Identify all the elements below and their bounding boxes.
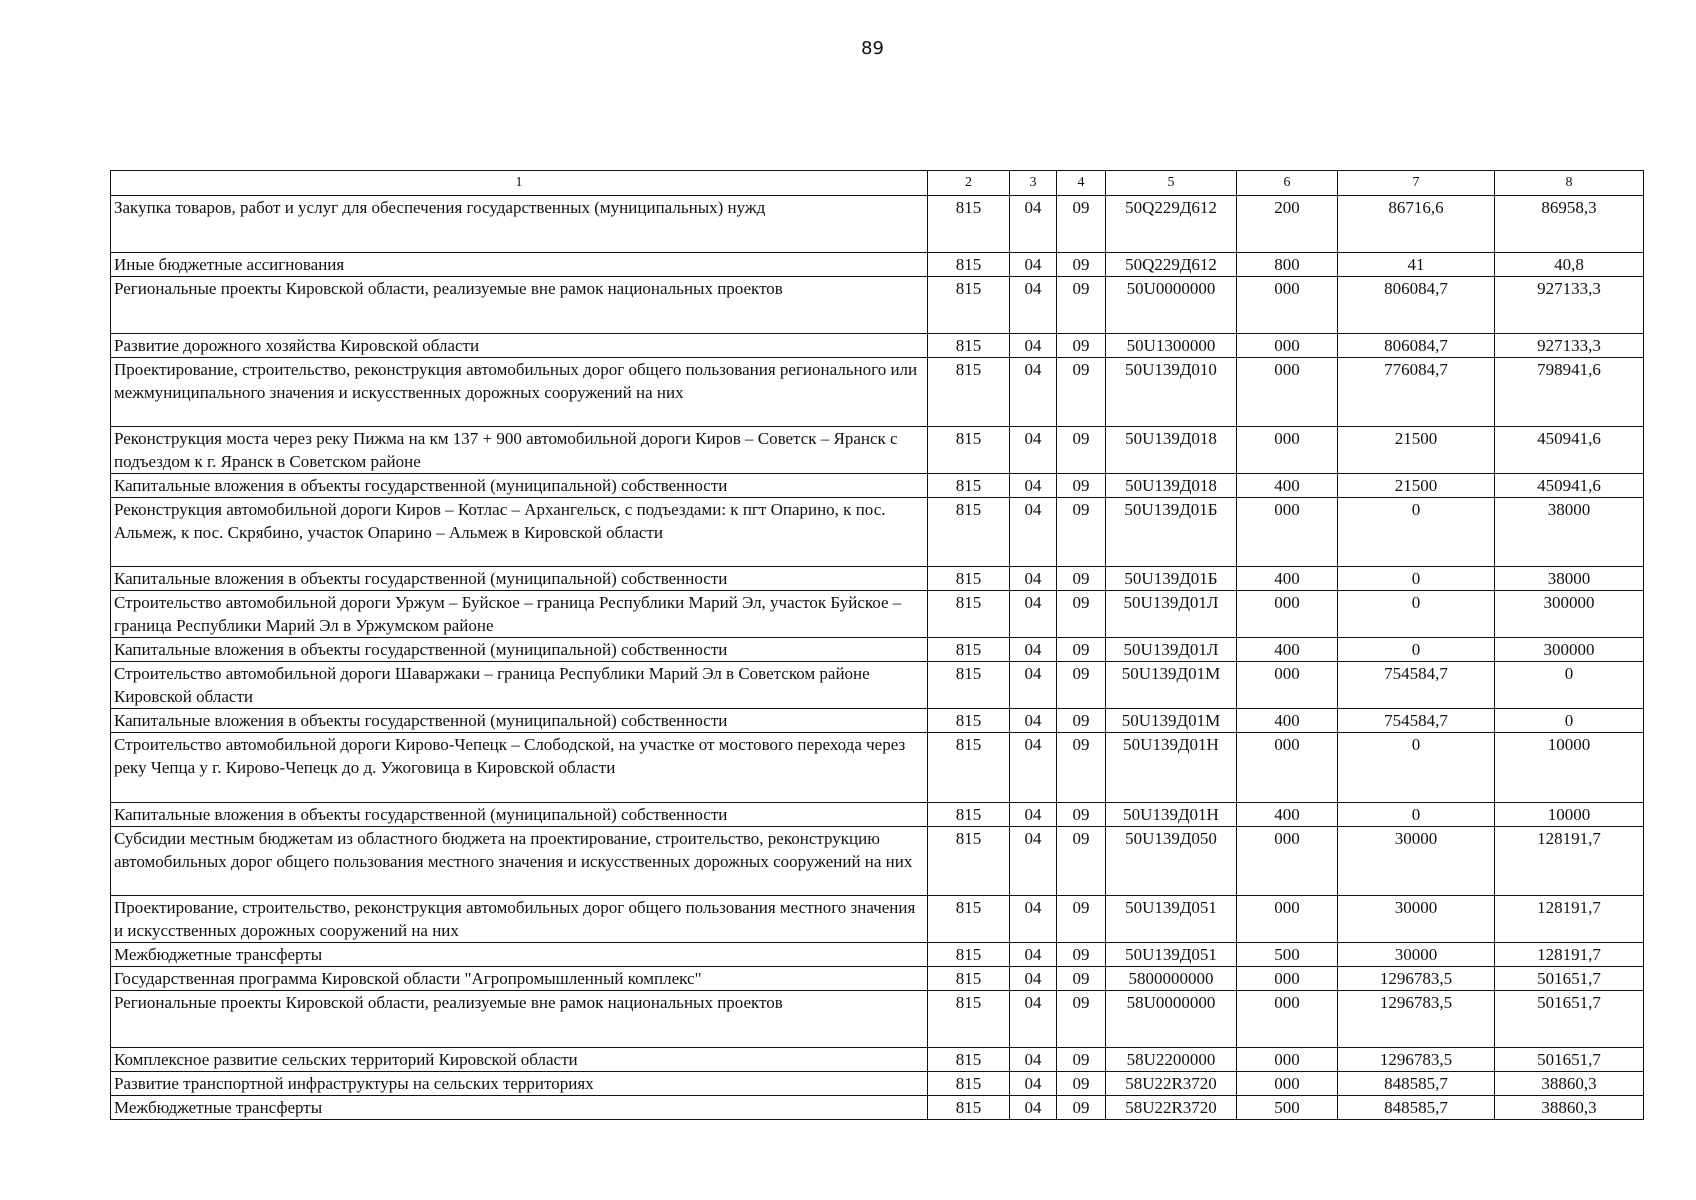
code-value-cell: 450941,6	[1495, 427, 1644, 474]
column-header: 8	[1495, 171, 1644, 196]
column-header: 4	[1057, 171, 1106, 196]
code-value-cell: 04	[1010, 427, 1057, 474]
code-value-cell: 815	[928, 638, 1010, 662]
code-value-cell: 128191,7	[1495, 827, 1644, 896]
code-value-cell: 04	[1010, 277, 1057, 334]
code-value-cell: 04	[1010, 591, 1057, 638]
item-name-cell: Развитие дорожного хозяйства Кировской области	[111, 334, 928, 358]
item-name-cell: Государственная программа Кировской области "Агропромышленный комплекс"	[111, 967, 928, 991]
code-value-cell: 815	[928, 427, 1010, 474]
column-header: 2	[928, 171, 1010, 196]
code-value-cell: 10000	[1495, 803, 1644, 827]
code-value-cell: 09	[1057, 427, 1106, 474]
code-value-cell: 000	[1237, 358, 1338, 427]
code-value-cell: 04	[1010, 709, 1057, 733]
code-value-cell: 1296783,5	[1338, 991, 1495, 1048]
code-value-cell: 815	[928, 991, 1010, 1048]
code-value-cell: 000	[1237, 334, 1338, 358]
code-value-cell: 798941,6	[1495, 358, 1644, 427]
code-value-cell: 09	[1057, 1048, 1106, 1072]
code-value-cell: 50Q229Д612	[1106, 196, 1237, 253]
code-value-cell: 0	[1338, 567, 1495, 591]
code-value-cell: 815	[928, 1072, 1010, 1096]
column-header: 6	[1237, 171, 1338, 196]
table-row	[111, 662, 1644, 709]
table-row	[111, 567, 1644, 591]
code-value-cell: 09	[1057, 709, 1106, 733]
code-value-cell: 815	[928, 967, 1010, 991]
code-value-cell: 815	[928, 827, 1010, 896]
code-value-cell: 50U1300000	[1106, 334, 1237, 358]
code-value-cell: 000	[1237, 1048, 1338, 1072]
code-value-cell: 500	[1237, 1096, 1338, 1120]
code-value-cell: 09	[1057, 474, 1106, 498]
code-value-cell: 38000	[1495, 567, 1644, 591]
table-row	[111, 803, 1644, 827]
item-name-cell: Капитальные вложения в объекты государственной (муниципальной) собственности	[111, 638, 928, 662]
code-value-cell: 501651,7	[1495, 967, 1644, 991]
code-value-cell: 300000	[1495, 638, 1644, 662]
item-name-cell: Капитальные вложения в объекты государственной (муниципальной) собственности	[111, 567, 928, 591]
code-value-cell: 400	[1237, 803, 1338, 827]
code-value-cell: 09	[1057, 253, 1106, 277]
code-value-cell: 0	[1495, 709, 1644, 733]
code-value-cell: 815	[928, 1048, 1010, 1072]
code-value-cell: 815	[928, 1096, 1010, 1120]
table-row	[111, 498, 1644, 567]
code-value-cell: 04	[1010, 1096, 1057, 1120]
code-value-cell: 815	[928, 358, 1010, 427]
code-value-cell: 776084,7	[1338, 358, 1495, 427]
column-header: 1	[111, 171, 928, 196]
table-row	[111, 709, 1644, 733]
code-value-cell: 21500	[1338, 427, 1495, 474]
code-value-cell: 04	[1010, 827, 1057, 896]
table-row	[111, 991, 1644, 1048]
code-value-cell: 04	[1010, 967, 1057, 991]
table-row	[111, 334, 1644, 358]
code-value-cell: 400	[1237, 638, 1338, 662]
item-name-cell: Строительство автомобильной дороги Кирово-Чепецк – Слободской, на участке от мостового перехода через реку Чепца у г. Кирово-Чепецк до д. Ужоговица в Кировской области	[111, 733, 928, 803]
code-value-cell: 09	[1057, 498, 1106, 567]
item-name-cell: Капитальные вложения в объекты государственной (муниципальной) собственности	[111, 709, 928, 733]
item-name-cell: Проектирование, строительство, реконструкция автомобильных дорог общего пользования местного значения и искусственных дорожных сооружений на них	[111, 896, 928, 943]
code-value-cell: 0	[1338, 498, 1495, 567]
item-name-cell: Межбюджетные трансферты	[111, 1096, 928, 1120]
code-value-cell: 09	[1057, 733, 1106, 803]
code-value-cell: 815	[928, 943, 1010, 967]
code-value-cell: 000	[1237, 427, 1338, 474]
code-value-cell: 09	[1057, 803, 1106, 827]
code-value-cell: 806084,7	[1338, 277, 1495, 334]
code-value-cell: 848585,7	[1338, 1072, 1495, 1096]
code-value-cell: 50U139Д01М	[1106, 662, 1237, 709]
table-row	[111, 196, 1644, 253]
table-row	[111, 277, 1644, 334]
code-value-cell: 50U139Д01М	[1106, 709, 1237, 733]
code-value-cell: 200	[1237, 196, 1338, 253]
code-value-cell: 50U139Д01Н	[1106, 803, 1237, 827]
code-value-cell: 927133,3	[1495, 277, 1644, 334]
table-row	[111, 1048, 1644, 1072]
code-value-cell: 815	[928, 277, 1010, 334]
code-value-cell: 1296783,5	[1338, 967, 1495, 991]
code-value-cell: 50U139Д01Н	[1106, 733, 1237, 803]
code-value-cell: 000	[1237, 827, 1338, 896]
code-value-cell: 50U139Д01Б	[1106, 567, 1237, 591]
item-name-cell: Комплексное развитие сельских территорий Кировской области	[111, 1048, 928, 1072]
column-header: 7	[1338, 171, 1495, 196]
code-value-cell: 04	[1010, 638, 1057, 662]
code-value-cell: 04	[1010, 358, 1057, 427]
item-name-cell: Закупка товаров, работ и услуг для обеспечения государственных (муниципальных) нужд	[111, 196, 928, 253]
code-value-cell: 0	[1338, 803, 1495, 827]
item-name-cell: Реконструкция моста через реку Пижма на км 137 + 900 автомобильной дороги Киров – Советск – Яранск с подъездом к г. Яранск в Советском районе	[111, 427, 928, 474]
table-body	[111, 196, 1644, 1120]
code-value-cell: 000	[1237, 591, 1338, 638]
code-value-cell: 501651,7	[1495, 991, 1644, 1048]
code-value-cell: 815	[928, 196, 1010, 253]
code-value-cell: 09	[1057, 277, 1106, 334]
code-value-cell: 50U139Д051	[1106, 943, 1237, 967]
code-value-cell: 09	[1057, 358, 1106, 427]
code-value-cell: 400	[1237, 709, 1338, 733]
item-name-cell: Межбюджетные трансферты	[111, 943, 928, 967]
code-value-cell: 50U139Д01Л	[1106, 638, 1237, 662]
column-number-row	[111, 171, 1644, 196]
code-value-cell: 927133,3	[1495, 334, 1644, 358]
item-name-cell: Региональные проекты Кировской области, реализуемые вне рамок национальных проектов	[111, 277, 928, 334]
code-value-cell: 09	[1057, 196, 1106, 253]
code-value-cell: 21500	[1338, 474, 1495, 498]
code-value-cell: 0	[1338, 591, 1495, 638]
code-value-cell: 09	[1057, 662, 1106, 709]
code-value-cell: 38860,3	[1495, 1096, 1644, 1120]
page-number: 89	[861, 38, 884, 59]
item-name-cell: Капитальные вложения в объекты государственной (муниципальной) собственности	[111, 474, 928, 498]
code-value-cell: 000	[1237, 967, 1338, 991]
code-value-cell: 000	[1237, 662, 1338, 709]
code-value-cell: 04	[1010, 943, 1057, 967]
code-value-cell: 500	[1237, 943, 1338, 967]
code-value-cell: 815	[928, 567, 1010, 591]
code-value-cell: 50U139Д01Л	[1106, 591, 1237, 638]
table-row	[111, 896, 1644, 943]
code-value-cell: 815	[928, 591, 1010, 638]
code-value-cell: 815	[928, 896, 1010, 943]
code-value-cell: 04	[1010, 662, 1057, 709]
code-value-cell: 09	[1057, 591, 1106, 638]
item-name-cell: Строительство автомобильной дороги Шаваржаки – граница Республики Марий Эл в Советском районе Кировской области	[111, 662, 928, 709]
item-name-cell: Развитие транспортной инфраструктуры на сельских территориях	[111, 1072, 928, 1096]
code-value-cell: 09	[1057, 334, 1106, 358]
code-value-cell: 000	[1237, 733, 1338, 803]
code-value-cell: 58U22R3720	[1106, 1096, 1237, 1120]
code-value-cell: 815	[928, 498, 1010, 567]
code-value-cell: 815	[928, 733, 1010, 803]
table-row	[111, 967, 1644, 991]
item-name-cell: Реконструкция автомобильной дороги Киров – Котлас – Архангельск, с подъездами: к пгт Опарино, к пос. Альмеж, к пос. Скрябино, участок Опарино – Альмеж в Кировской области	[111, 498, 928, 567]
code-value-cell: 30000	[1338, 943, 1495, 967]
code-value-cell: 501651,7	[1495, 1048, 1644, 1072]
code-value-cell: 5800000000	[1106, 967, 1237, 991]
code-value-cell: 754584,7	[1338, 709, 1495, 733]
budget-table	[110, 170, 1644, 1120]
code-value-cell: 50U139Д018	[1106, 474, 1237, 498]
item-name-cell: Региональные проекты Кировской области, реализуемые вне рамок национальных проектов	[111, 991, 928, 1048]
code-value-cell: 848585,7	[1338, 1096, 1495, 1120]
code-value-cell: 50Q229Д612	[1106, 253, 1237, 277]
table-row	[111, 474, 1644, 498]
code-value-cell: 000	[1237, 498, 1338, 567]
code-value-cell: 04	[1010, 733, 1057, 803]
code-value-cell: 000	[1237, 1072, 1338, 1096]
code-value-cell: 400	[1237, 474, 1338, 498]
code-value-cell: 50U139Д050	[1106, 827, 1237, 896]
code-value-cell: 000	[1237, 277, 1338, 334]
code-value-cell: 40,8	[1495, 253, 1644, 277]
code-value-cell: 04	[1010, 1048, 1057, 1072]
code-value-cell: 50U139Д010	[1106, 358, 1237, 427]
code-value-cell: 450941,6	[1495, 474, 1644, 498]
code-value-cell: 09	[1057, 1072, 1106, 1096]
code-value-cell: 09	[1057, 1096, 1106, 1120]
code-value-cell: 806084,7	[1338, 334, 1495, 358]
table-row	[111, 638, 1644, 662]
table-row	[111, 827, 1644, 896]
table-row	[111, 253, 1644, 277]
code-value-cell: 10000	[1495, 733, 1644, 803]
code-value-cell: 04	[1010, 253, 1057, 277]
code-value-cell: 815	[928, 662, 1010, 709]
code-value-cell: 50U139Д018	[1106, 427, 1237, 474]
code-value-cell: 04	[1010, 334, 1057, 358]
table-row	[111, 358, 1644, 427]
code-value-cell: 0	[1495, 662, 1644, 709]
code-value-cell: 38860,3	[1495, 1072, 1644, 1096]
code-value-cell: 09	[1057, 638, 1106, 662]
code-value-cell: 30000	[1338, 827, 1495, 896]
item-name-cell: Проектирование, строительство, реконструкция автомобильных дорог общего пользования регионального или межмуниципального значения и искусственных дорожных сооружений на них	[111, 358, 928, 427]
table-row	[111, 427, 1644, 474]
table-row	[111, 591, 1644, 638]
code-value-cell: 815	[928, 709, 1010, 733]
code-value-cell: 30000	[1338, 896, 1495, 943]
code-value-cell: 04	[1010, 1072, 1057, 1096]
code-value-cell: 41	[1338, 253, 1495, 277]
code-value-cell: 04	[1010, 196, 1057, 253]
code-value-cell: 04	[1010, 896, 1057, 943]
code-value-cell: 09	[1057, 896, 1106, 943]
table-row	[111, 1096, 1644, 1120]
code-value-cell: 000	[1237, 896, 1338, 943]
column-header: 3	[1010, 171, 1057, 196]
code-value-cell: 50U0000000	[1106, 277, 1237, 334]
code-value-cell: 815	[928, 803, 1010, 827]
code-value-cell: 815	[928, 253, 1010, 277]
code-value-cell: 04	[1010, 803, 1057, 827]
code-value-cell: 000	[1237, 991, 1338, 1048]
code-value-cell: 09	[1057, 967, 1106, 991]
code-value-cell: 86958,3	[1495, 196, 1644, 253]
code-value-cell: 754584,7	[1338, 662, 1495, 709]
code-value-cell: 815	[928, 474, 1010, 498]
code-value-cell: 815	[928, 334, 1010, 358]
code-value-cell: 0	[1338, 733, 1495, 803]
table-row	[111, 943, 1644, 967]
item-name-cell: Субсидии местным бюджетам из областного бюджета на проектирование, строительство, реконструкцию автомобильных дорог общего пользования местного значения и искусственных дорожных сооружений на них	[111, 827, 928, 896]
item-name-cell: Иные бюджетные ассигнования	[111, 253, 928, 277]
code-value-cell: 0	[1338, 638, 1495, 662]
code-value-cell: 300000	[1495, 591, 1644, 638]
code-value-cell: 128191,7	[1495, 943, 1644, 967]
table-row	[111, 733, 1644, 803]
table-row	[111, 1072, 1644, 1096]
code-value-cell: 1296783,5	[1338, 1048, 1495, 1072]
code-value-cell: 58U2200000	[1106, 1048, 1237, 1072]
code-value-cell: 50U139Д01Б	[1106, 498, 1237, 567]
code-value-cell: 09	[1057, 991, 1106, 1048]
item-name-cell: Капитальные вложения в объекты государственной (муниципальной) собственности	[111, 803, 928, 827]
code-value-cell: 800	[1237, 253, 1338, 277]
code-value-cell: 09	[1057, 567, 1106, 591]
code-value-cell: 04	[1010, 567, 1057, 591]
column-header: 5	[1106, 171, 1237, 196]
code-value-cell: 128191,7	[1495, 896, 1644, 943]
code-value-cell: 50U139Д051	[1106, 896, 1237, 943]
code-value-cell: 09	[1057, 827, 1106, 896]
code-value-cell: 58U22R3720	[1106, 1072, 1237, 1096]
item-name-cell: Строительство автомобильной дороги Уржум – Буйское – граница Республики Марий Эл, участок Буйское – граница Республики Марий Эл в Уржумском районе	[111, 591, 928, 638]
code-value-cell: 38000	[1495, 498, 1644, 567]
code-value-cell: 09	[1057, 943, 1106, 967]
code-value-cell: 04	[1010, 474, 1057, 498]
code-value-cell: 04	[1010, 991, 1057, 1048]
code-value-cell: 86716,6	[1338, 196, 1495, 253]
code-value-cell: 04	[1010, 498, 1057, 567]
code-value-cell: 400	[1237, 567, 1338, 591]
code-value-cell: 58U0000000	[1106, 991, 1237, 1048]
